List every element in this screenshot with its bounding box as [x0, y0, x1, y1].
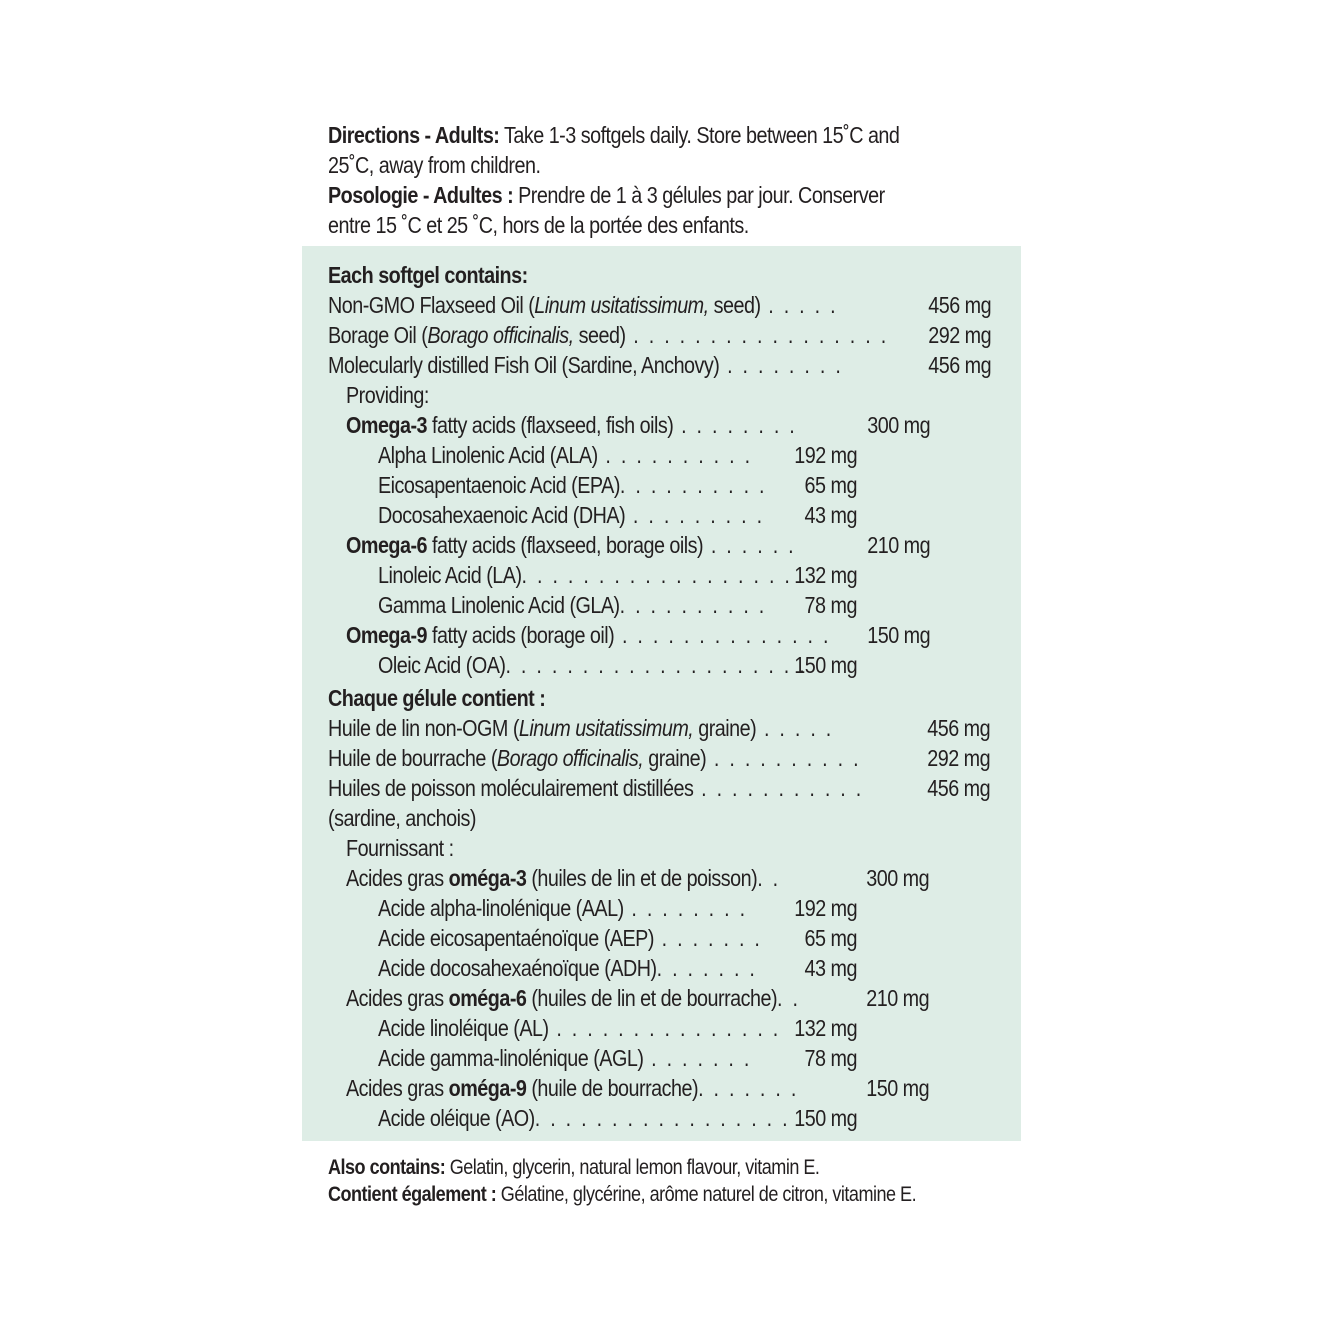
omega6-row: Omega-6 fatty acids (flaxseed, borage oils) . . . . . . [346, 532, 796, 558]
omega9-amount: 150 mg [867, 622, 930, 648]
directions-fr-line2: entre 15 ˚C et 25 ˚C, hors de la portée des enfants. [328, 212, 749, 238]
ingredient-amount: 456 mg [928, 292, 991, 318]
epa-amount: 65 mg [804, 472, 857, 498]
ala-row: Alpha Linolenic Acid (ALA) . . . . . . . . . . [378, 442, 753, 468]
al-amount: 132 mg [794, 1015, 857, 1041]
ingredient-row: Huile de bourrache (Borago officinalis, graine) . . . . . . . . . . [328, 745, 861, 771]
ingredient-amount: 292 mg [927, 745, 990, 771]
ingredient-row: Non-GMO Flaxseed Oil (Linum usitatissimum, seed) . . . . . [328, 292, 838, 318]
aal-amount: 192 mg [794, 895, 857, 921]
english-heading: Each softgel contains: [328, 262, 528, 288]
directions-fr-line1: Posologie - Adultes : Prendre de 1 à 3 gélules par jour. Conserver [328, 182, 885, 208]
aep-row: Acide eicosapentaénoïque (AEP) . . . . . . . [378, 925, 763, 951]
la-amount: 132 mg [794, 562, 857, 588]
directions-en-line1: Directions - Adults: Take 1-3 softgels daily. Store between 15˚C and [328, 122, 900, 148]
ingredient-amount: 456 mg [927, 775, 990, 801]
omega3-amount: 300 mg [867, 412, 930, 438]
ingredient-continuation: (sardine, anchois) [328, 805, 476, 831]
aal-row: Acide alpha-linolénique (AAL) . . . . . . . . [378, 895, 748, 921]
ala-amount: 192 mg [794, 442, 857, 468]
oa-amount: 150 mg [794, 652, 857, 678]
epa-row: Eicosapentaenoic Acid (EPA). . . . . . . . . . [378, 472, 767, 498]
gla-amount: 78 mg [804, 592, 857, 618]
dha-row: Docosahexaenoic Acid (DHA) . . . . . . . . . [378, 502, 765, 528]
ingredient-row: Huile de lin non-OGM (Linum usitatissimum, graine) . . . . . [328, 715, 834, 741]
providing-label: Providing: [346, 382, 429, 408]
oa-row: Oleic Acid (OA). . . . . . . . . . . . . . . . . . . . [378, 652, 808, 678]
ingredient-amount: 292 mg [928, 322, 991, 348]
agl-row: Acide gamma-linolénique (AGL) . . . . . . . [378, 1045, 752, 1071]
ingredient-row: Huiles de poisson moléculairement distillées . . . . . . . . . . . [328, 775, 864, 801]
la-row: Linoleic Acid (LA). . . . . . . . . . . . . . . . . . [378, 562, 793, 588]
also-contains-en: Also contains: Gelatin, glycerin, natural lemon flavour, vitamin E. [328, 1156, 820, 1179]
also-contains-fr: Contient également : Gélatine, glycérine, arôme naturel de citron, vitamine E. [328, 1183, 917, 1206]
ao-row: Acide oléique (AO). . . . . . . . . . . . . . . . . [378, 1105, 790, 1131]
adh-amount: 43 mg [804, 955, 857, 981]
ingredient-amount: 456 mg [928, 352, 991, 378]
omega9-row: Omega-9 fatty acids (borage oil) . . . . . . . . . . . . . . [346, 622, 831, 648]
aep-amount: 65 mg [804, 925, 857, 951]
ao-amount: 150 mg [794, 1105, 857, 1131]
ingredient-row: Borage Oil (Borago officinalis, seed) . . . . . . . . . . . . . . . . . [328, 322, 889, 348]
omega6-row: Acides gras oméga-6 (huiles de lin et de bourrache). . [346, 985, 801, 1011]
omega3-row: Acides gras oméga-3 (huiles de lin et de poisson). . [346, 865, 781, 891]
ingredient-row: Molecularly distilled Fish Oil (Sardine, Anchovy) . . . . . . . . [328, 352, 844, 378]
providing-label: Fournissant : [346, 835, 454, 861]
dha-amount: 43 mg [804, 502, 857, 528]
directions-en-label: Directions - Adults: [328, 122, 500, 148]
adh-row: Acide docosahexaénoïque (ADH). . . . . . . [378, 955, 758, 981]
omega3-amount: 300 mg [866, 865, 929, 891]
ingredient-amount: 456 mg [927, 715, 990, 741]
gla-row: Gamma Linolenic Acid (GLA). . . . . . . . . . [378, 592, 767, 618]
omega9-amount: 150 mg [866, 1075, 929, 1101]
omega3-row: Omega-3 fatty acids (flaxseed, fish oils) . . . . . . . . [346, 412, 798, 438]
omega9-row: Acides gras oméga-9 (huile de bourrache). . . . . . . [346, 1075, 799, 1101]
agl-amount: 78 mg [804, 1045, 857, 1071]
omega6-amount: 210 mg [867, 532, 930, 558]
french-heading: Chaque gélule contient : [328, 685, 546, 711]
omega6-amount: 210 mg [866, 985, 929, 1011]
al-row: Acide linoléique (AL) . . . . . . . . . . . . . . . [378, 1015, 781, 1041]
directions-fr-label: Posologie - Adultes : [328, 182, 514, 208]
directions-en-line2: 25˚C, away from children. [328, 152, 541, 178]
